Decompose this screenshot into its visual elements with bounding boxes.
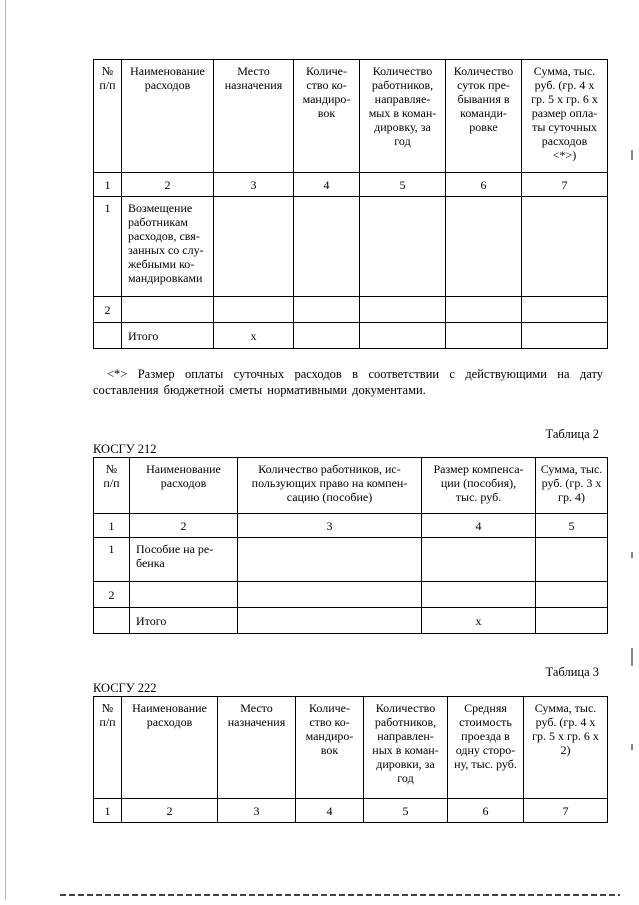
allowance-table [93,457,608,634]
header-cell: Размер компенса- ции (пособия), тыс. руб. [422,458,536,514]
scan-mark [631,648,633,666]
header-cell: Сумма, тыс. руб. (гр. 4 х гр. 5 х гр. 6 х размер опла- ты суточных расходов <*>) [522,60,608,173]
header-cell: Количество работников, направляе- мых в коман- дировку, за год [360,60,446,173]
allowance-size-cell [422,538,536,582]
page-bottom-edge [60,894,620,896]
column-number: 4 [422,514,536,538]
total-label: Итого [130,608,238,634]
destination-cell [214,197,294,297]
total-row [94,608,608,634]
empty-cell [522,197,608,297]
empty-cell [536,538,608,582]
column-number: 6 [446,173,522,197]
table-row [94,538,608,582]
empty-cell [446,323,522,349]
header-cell: Место назначения [218,697,296,799]
empty-cell [522,323,608,349]
column-number: 1 [94,799,122,823]
page-edge [5,0,6,900]
header-cell: Количество работников, направлен- ных в коман- дировки, за год [364,697,448,799]
scan-mark [631,150,633,160]
column-number: 3 [214,173,294,197]
scan-mark [631,744,633,750]
empty-cell [238,538,422,582]
column-number: 5 [536,514,608,538]
table-caption: Таблица 3 [545,665,599,679]
header-cell: Количе- ство ко- мандиро- вок [296,697,364,799]
table-row [94,197,608,297]
destination-cell [214,297,294,323]
empty-cell [360,197,446,297]
column-number: 7 [524,799,608,823]
expense-name: Пособие на ре- бенка [130,538,238,582]
table-caption: Таблица 2 [545,427,599,441]
table-row [94,582,608,608]
header-cell: Средняя стоимость проезда в одну сторо- ну, тыс. руб. [448,697,524,799]
header-cell: Наименование расходов [130,458,238,514]
column-number: 5 [360,173,446,197]
column-number: 3 [238,514,422,538]
column-number: 6 [448,799,524,823]
empty-cell [446,197,522,297]
travel-expenses-table [93,59,608,349]
header-cell: Количество суток пре- бывания в команди- ровке [446,60,522,173]
kosgu-code: КОСГУ 222 [93,681,157,695]
total-row [94,323,608,349]
total-label: Итого [122,323,214,349]
footnote: <*> Размер оплаты суточных расходов в соответствии с действующими на дату составления бюджетной сметы нормативными документами. [93,367,603,397]
column-number: 1 [94,173,122,197]
header-cell: Сумма, тыс. руб. (гр. 3 х гр. 4) [536,458,608,514]
scan-mark [631,552,633,558]
row-number: 2 [94,582,130,608]
expense-name [122,297,214,323]
header-cell: Количество работников, ис- пользующих право на компен- сацию (пособие) [238,458,422,514]
empty-cell [294,297,360,323]
column-number: 7 [522,173,608,197]
column-number: 4 [296,799,364,823]
empty-cell [238,608,422,634]
column-number: 3 [218,799,296,823]
row-number: 1 [94,197,122,297]
empty-cell [238,582,422,608]
empty-cell [446,297,522,323]
column-number: 4 [294,173,360,197]
header-cell: Сумма, тыс. руб. (гр. 4 х гр. 5 х гр. 6 х 2) [524,697,608,799]
header-cell: № п/п [94,697,122,799]
header-cell: Количе- ство ко- мандиро- вок [294,60,360,173]
allowance-size-cell: х [422,608,536,634]
empty-cell [360,297,446,323]
allowance-size-cell [422,582,536,608]
header-cell: Наименование расходов [122,697,218,799]
empty-cell [536,608,608,634]
empty-cell [522,297,608,323]
expense-name: Возмещение работникам расходов, свя- занных со слу- жебными ко- мандировками [122,197,214,297]
row-number: 1 [94,538,130,582]
destination-cell: х [214,323,294,349]
header-cell: № п/п [94,458,130,514]
header-cell: Место назначения [214,60,294,173]
column-number: 2 [122,799,218,823]
empty-cell [360,323,446,349]
table-row [94,297,608,323]
row-number [94,323,122,349]
empty-cell [536,582,608,608]
header-cell: Наименование расходов [122,60,214,173]
column-number: 5 [364,799,448,823]
kosgu-code: КОСГУ 212 [93,442,157,456]
empty-cell [294,197,360,297]
header-cell: № п/п [94,60,122,173]
travel-fare-table [93,696,608,823]
column-number: 2 [122,173,214,197]
row-number: 2 [94,297,122,323]
column-number: 2 [130,514,238,538]
column-number: 1 [94,514,130,538]
empty-cell [294,323,360,349]
expense-name [130,582,238,608]
row-number [94,608,130,634]
